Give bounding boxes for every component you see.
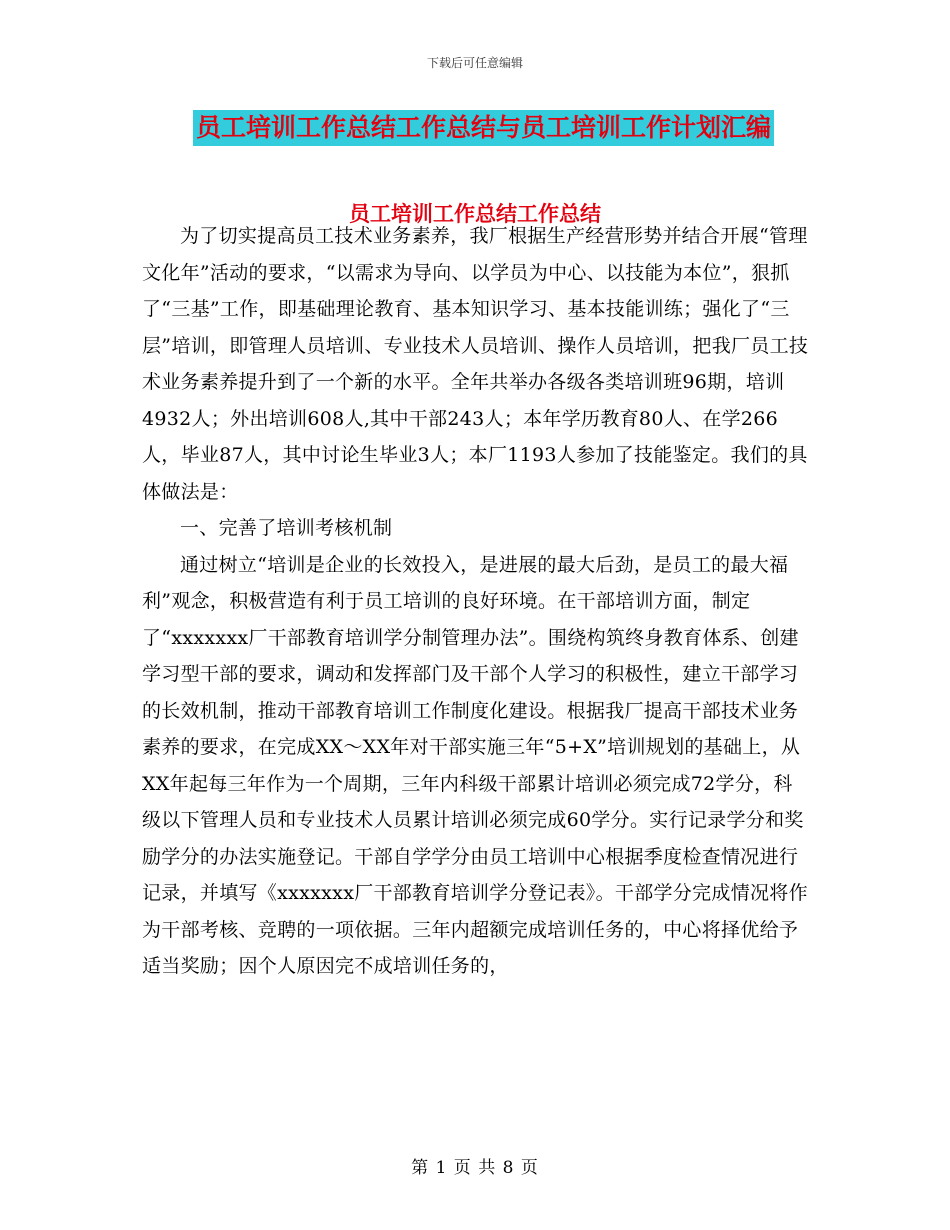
section-title: 员工培训工作总结工作总结 [349, 201, 601, 226]
document-body [142, 218, 810, 985]
document-title: 员工培训工作总结工作总结与员工培训工作计划汇编 [193, 110, 774, 146]
page-number: 第 1 页 共 8 页 [411, 1158, 539, 1178]
body-paragraph: 通过树立“培训是企业的长效投入，是进展的最大后劲，是员工的最大福利”观念，积极营造有利于员工培训的良好环境。在干部培训方面，制定了“xxxxxxx厂干部教育培训学分制管理办法”。围绕构筑终身教育体系、创建学习型干部的要求，调动和发挥部门及干部个人学习的积极性，建立干部学习的长效机制，推动干部教育培训工作制度化建设。根据我厂提高干部技术业务素养的要求，在完成XX～XX年对干部实施三年“5+X”培训规划的基础上，从XX年起每三年作为一个周期，三年内科级干部累计培训必须完成72学分，科级以下管理人员和专业技术人员累计培训必须完成60学分。实行记录学分和奖励学分的办法实施登记。干部自学学分由员工培训中心根据季度检查情况进行记录，并填写《xxxxxxx厂干部教育培训学分登记表》。干部学分完成情况将作为干部考核、竞聘的一项依据。三年内超额完成培训任务的，中心将择优给予适当奖励；因个人原因完不成培训任务的， [142, 553, 808, 977]
body-paragraph: 为了切实提高员工技术业务素养，我厂根据生产经营形势并结合开展“管理文化年”活动的要求，“以需求为导向、以学员为中心、以技能为本位”，狠抓了“三基”工作，即基础理论教育、基本知识学习、基本技能训练；强化了“三层”培训，即管理人员培训、专业技术人员培训、操作人员培训，把我厂员工技术业务素养提升到了一个新的水平。全年共举办各级各类培训班96期，培训4932人；外出培训608人,其中干部243人；本年学历教育80人、在学266人，毕业87人，其中讨论生毕业3人；本厂1193人参加了技能鉴定。我们的具体做法是： [142, 225, 809, 503]
header-note: 下载后可任意编辑 [426, 56, 523, 70]
subsection-heading: 一、完善了培训考核机制 [180, 517, 393, 539]
